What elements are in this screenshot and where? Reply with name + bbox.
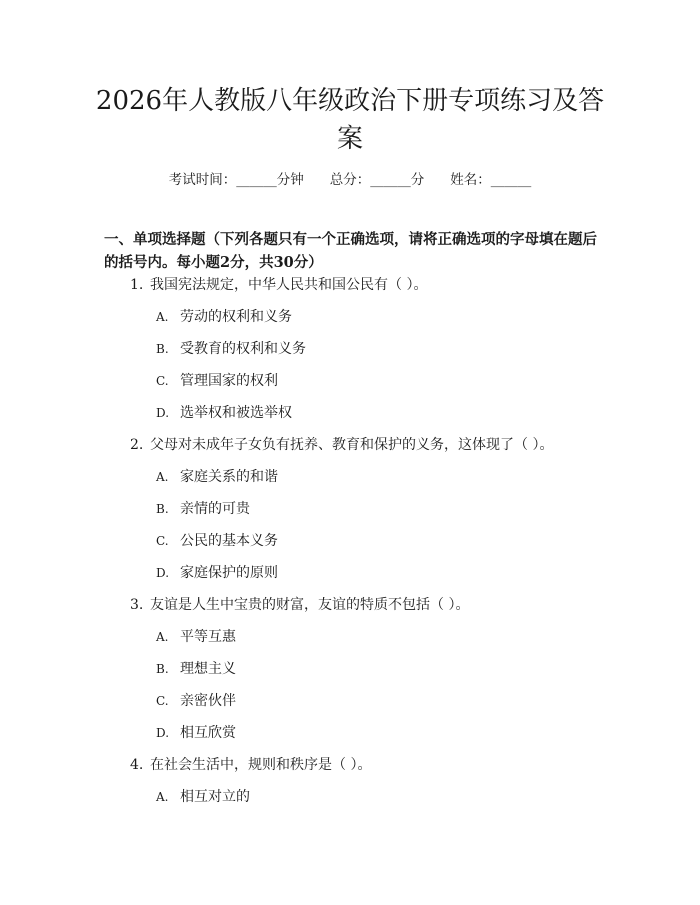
question-text: 友谊是人生中宝贵的财富，友谊的特质不包括（ ）。 xyxy=(150,597,470,613)
answer-option xyxy=(0,724,700,756)
option-letter: A. xyxy=(156,630,169,644)
question-text: 我国宪法规定，中华人民共和国公民有（ ）。 xyxy=(150,277,428,293)
option-letter: C. xyxy=(156,534,169,548)
answer-option xyxy=(0,372,700,404)
option-text: 家庭保护的原则 xyxy=(180,565,278,581)
option-text: 平等互惠 xyxy=(180,629,236,645)
option-letter: D. xyxy=(156,566,170,580)
question-list xyxy=(0,276,700,820)
answer-option xyxy=(0,340,700,372)
option-text: 公民的基本义务 xyxy=(180,533,278,549)
question-text: 父母对未成年子女负有抚养、教育和保护的义务，这体现了（ ）。 xyxy=(150,437,554,453)
option-text: 劳动的权利和义务 xyxy=(180,309,292,325)
option-text: 受教育的权利和义务 xyxy=(180,341,306,357)
section-heading-single-choice: 一、单项选择题（下列各题只有一个正确选项，请将正确选项的字母填在题后的括号内。每小题2分，共30分） xyxy=(104,231,597,271)
option-letter: A. xyxy=(156,310,169,324)
answer-option xyxy=(0,692,700,724)
option-letter: B. xyxy=(156,502,169,516)
document-title: 2026年人教版八年级政治下册专项练习及答案 xyxy=(95,86,605,154)
question-number: 2. xyxy=(130,437,144,453)
answer-option xyxy=(0,468,700,500)
answer-option xyxy=(0,564,700,596)
option-text: 亲情的可贵 xyxy=(180,501,250,517)
answer-option xyxy=(0,660,700,692)
option-text: 相互欣赏 xyxy=(180,725,236,741)
question-text: 在社会生活中，规则和秩序是（ ）。 xyxy=(150,757,372,773)
exam-info-line xyxy=(0,168,700,188)
answer-option xyxy=(0,500,700,532)
option-letter: C. xyxy=(156,374,169,388)
option-letter: C. xyxy=(156,694,169,708)
option-letter: A. xyxy=(156,790,169,804)
answer-option xyxy=(0,308,700,340)
option-letter: A. xyxy=(156,470,169,484)
question-item xyxy=(0,596,700,628)
option-letter: D. xyxy=(156,406,170,420)
option-letter: B. xyxy=(156,342,169,356)
option-letter: B. xyxy=(156,662,169,676)
option-text: 理想主义 xyxy=(180,661,236,677)
question-number: 1. xyxy=(130,277,144,293)
option-letter: D. xyxy=(156,726,170,740)
question-number: 3. xyxy=(130,597,144,613)
exam-time-label: 考试时间：______分钟 xyxy=(168,172,304,188)
student-name-label: 姓名：______ xyxy=(450,172,532,188)
answer-option xyxy=(0,404,700,436)
option-text: 家庭关系的和谐 xyxy=(180,469,278,485)
question-item xyxy=(0,756,700,788)
total-score-label: 总分：______分 xyxy=(329,172,425,188)
question-item xyxy=(0,276,700,308)
answer-option xyxy=(0,628,700,660)
option-text: 亲密伙伴 xyxy=(180,693,236,709)
option-text: 相互对立的 xyxy=(180,789,250,805)
option-text: 管理国家的权利 xyxy=(180,373,278,389)
answer-option xyxy=(0,532,700,564)
question-number: 4. xyxy=(130,757,144,773)
answer-option xyxy=(0,788,700,820)
option-text: 选举权和被选举权 xyxy=(180,405,292,421)
question-item xyxy=(0,436,700,468)
